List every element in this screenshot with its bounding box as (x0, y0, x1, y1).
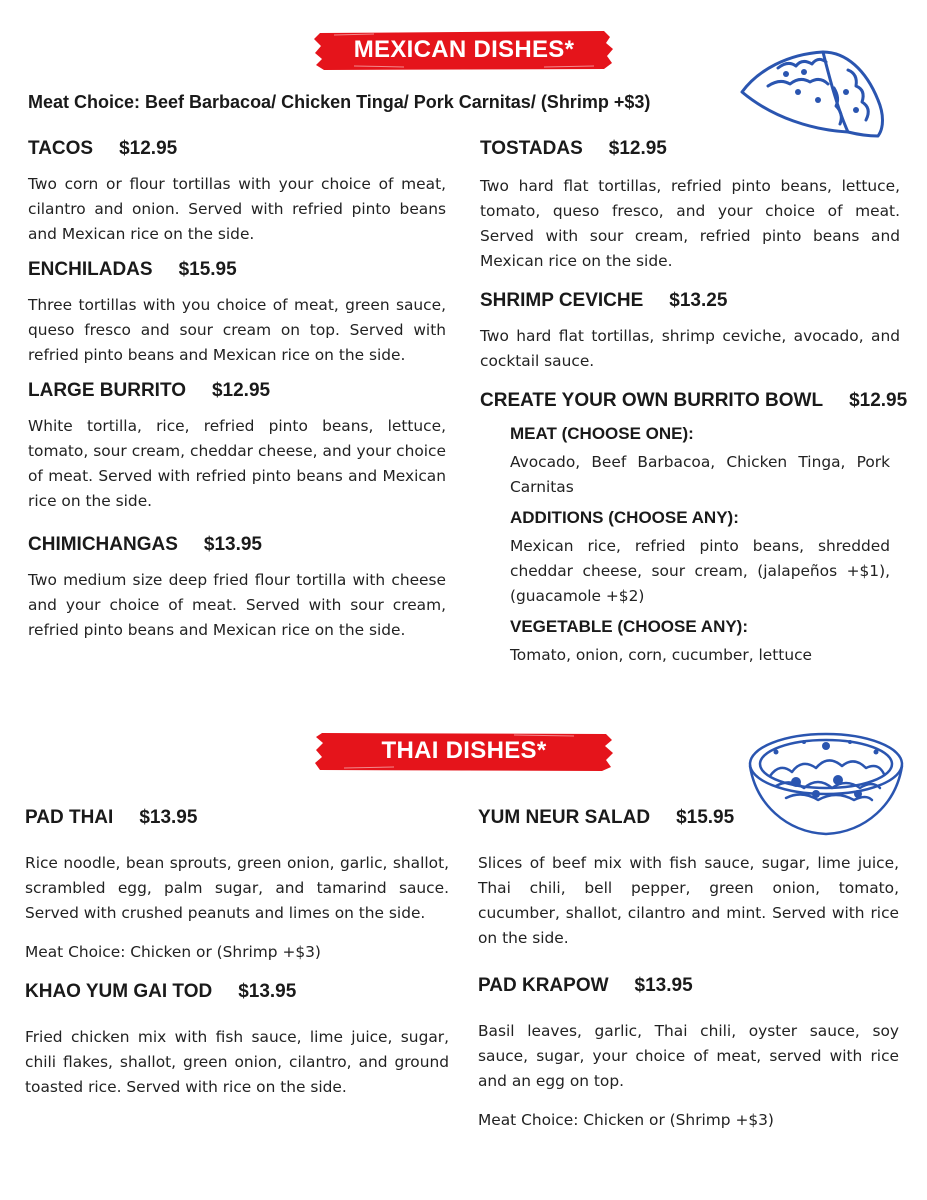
thai-dishes-banner (314, 730, 614, 772)
dish-large-burrito (28, 380, 446, 514)
dish-name: LARGE BURRITO (28, 380, 186, 401)
dish-name: SHRIMP CEVICHE (480, 290, 644, 311)
dish-description: Three tortillas with you choice of meat, green sauce, queso fresco and sour cream on top. Served with refried pinto beans and Mexican rice on the side. (28, 296, 446, 364)
dish-name: CREATE YOUR OWN BURRITO BOWL (480, 390, 824, 411)
dish-name: TACOS (28, 138, 94, 159)
dish-pad-thai (25, 807, 449, 965)
dish-name: ENCHILADAS (28, 259, 153, 280)
thai-left-column (25, 807, 449, 1100)
additions-options: Mexican rice, refried pinto beans, shredded cheddar cheese, sour cream, (jalapeños +$1), (guacamole +$2) (510, 537, 890, 605)
dish-price: $12.95 (119, 138, 178, 159)
dish-khao-yum-gai-tod (25, 981, 449, 1100)
meat-options: Avocado, Beef Barbacoa, Chicken Tinga, Pork Carnitas (510, 453, 890, 496)
dish-price: $12.95 (608, 138, 667, 159)
burrito-bowl-options (510, 424, 890, 668)
dish-price: $13.95 (203, 534, 263, 555)
dish-price: $15.95 (178, 259, 237, 280)
thai-dishes-title: THAI DISHES* (381, 737, 547, 764)
additions-label: ADDITIONS (CHOOSE ANY): (510, 508, 739, 527)
dish-yum-neur-salad (478, 807, 899, 951)
dish-pad-krapow (478, 975, 899, 1133)
dish-burrito-bowl (480, 390, 908, 668)
dish-description: Slices of beef mix with fish sauce, sugar, lime juice, Thai chili, bell pepper, green onion, tomato, cucumber, shallot, cilantro and mint. Served with rice on the side. (478, 854, 899, 947)
mexican-right-column (480, 138, 908, 668)
dish-description: White tortilla, rice, refried pinto beans, lettuce, tomato, sour cream, cheddar cheese, and your choice of meat. Served with refried pinto beans and Mexican rice on the side. (28, 417, 446, 510)
mexican-left-column (28, 138, 446, 643)
thai-right-column (478, 807, 899, 1133)
dish-tacos (28, 138, 446, 247)
dish-description: Basil leaves, garlic, Thai chili, oyster sauce, soy sauce, sugar, your choice of meat, served with rice and an egg on top. (478, 1022, 899, 1090)
mexican-dishes-title: MEXICAN DISHES* (353, 36, 575, 63)
dish-meat-choice: Meat Choice: Chicken or (Shrimp +$3) (478, 1111, 774, 1129)
dish-name: YUM NEUR SALAD (478, 807, 651, 828)
dish-price: $13.25 (669, 290, 728, 311)
dish-description: Two medium size deep fried flour tortilla with cheese and your choice of meat. Served with sour cream, refried pinto beans and Mexican rice on the side. (28, 571, 446, 639)
dish-name: KHAO YUM GAI TOD (25, 981, 213, 1002)
dish-price: $13.95 (139, 807, 198, 828)
dish-shrimp-ceviche (480, 290, 900, 374)
dish-name: PAD THAI (25, 807, 114, 828)
dish-description: Two hard flat tortillas, refried pinto beans, lettuce, tomato, queso fresco, and your choice of meat. Served with sour cream, refried pinto beans and Mexican rice on the side. (480, 177, 900, 270)
dish-price: $12.95 (211, 380, 271, 401)
dish-name: CHIMICHANGAS (28, 534, 178, 555)
dish-name: TOSTADAS (480, 138, 583, 159)
dish-description: Two corn or flour tortillas with your choice of meat, cilantro and onion. Served with refried pinto beans and Mexican rice on the side. (28, 175, 446, 243)
mexican-dishes-banner (314, 29, 614, 71)
dish-chimichangas (28, 534, 446, 643)
dish-price: $13.95 (238, 981, 297, 1002)
dish-price: $15.95 (676, 807, 735, 828)
dish-price: $12.95 (849, 390, 908, 411)
dish-description: Rice noodle, bean sprouts, green onion, garlic, shallot, scrambled egg, palm sugar, and tamarind sauce. Served with crushed peanuts and limes on the side. (25, 854, 449, 922)
meat-choose-one-label: MEAT (CHOOSE ONE): (510, 424, 694, 443)
dish-name: PAD KRAPOW (478, 975, 609, 996)
mexican-meat-choice: Meat Choice: Beef Barbacoa/ Chicken Tinga/ Pork Carnitas/ (Shrimp +$3) (28, 92, 651, 112)
taco-illustration (738, 40, 898, 140)
dish-description: Two hard flat tortillas, shrimp ceviche, avocado, and cocktail sauce. (480, 327, 900, 370)
vegetable-options: Tomato, onion, corn, cucumber, lettuce (510, 646, 813, 664)
vegetable-label: VEGETABLE (CHOOSE ANY): (510, 617, 749, 636)
dish-meat-choice: Meat Choice: Chicken or (Shrimp +$3) (25, 943, 321, 961)
dish-tostadas (480, 138, 900, 274)
dish-price: $13.95 (634, 975, 693, 996)
dish-description: Fried chicken mix with fish sauce, lime juice, sugar, chili flakes, shallot, green onion, cilantro, and ground toasted rice. Served with rice on the side. (25, 1028, 449, 1096)
dish-enchiladas (28, 259, 446, 368)
